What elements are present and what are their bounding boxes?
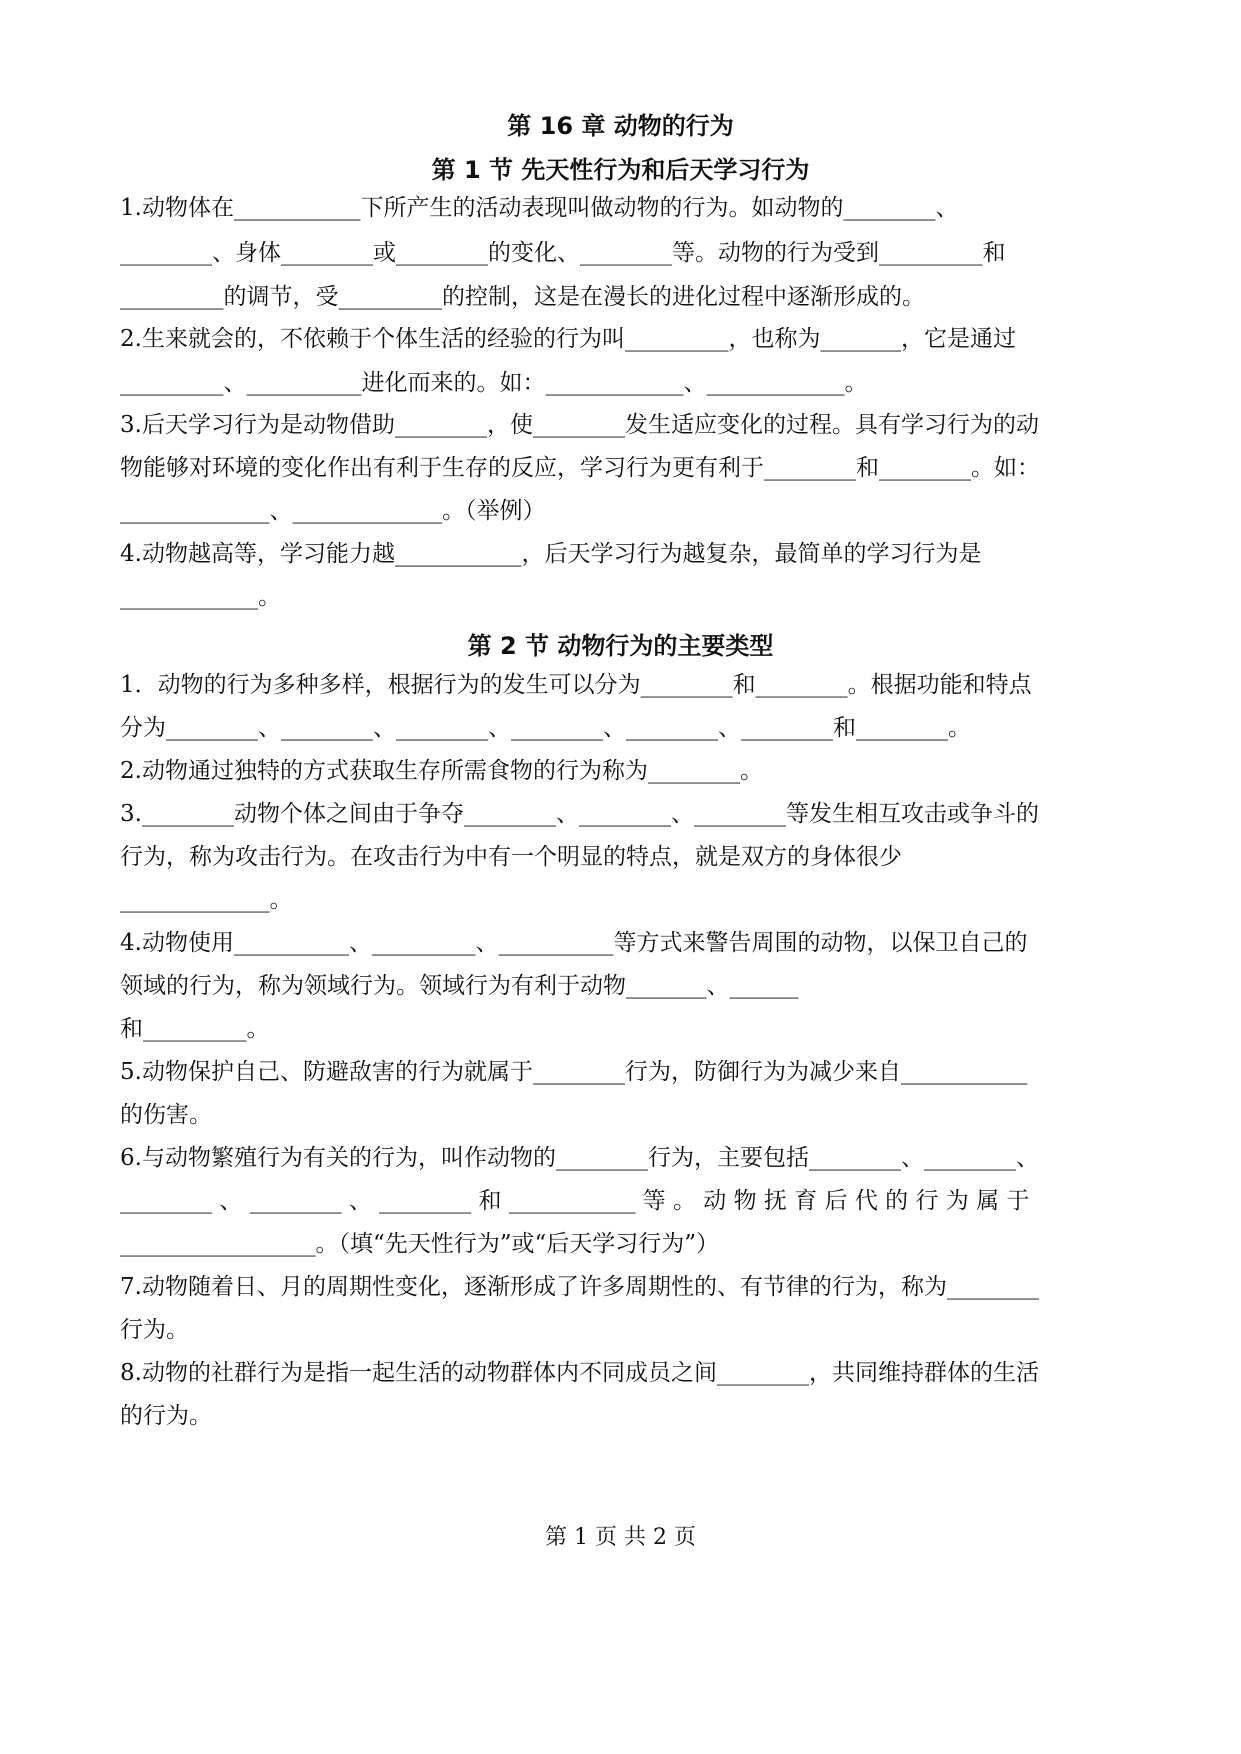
s2-line-14: _________________。（填“先天性行为”或“后天学习行为”） bbox=[120, 1231, 720, 1257]
s1-line-1: 1.动物体在___________下所产生的活动表现叫做动物的行为。如动物的________、 bbox=[120, 195, 959, 221]
s1-line-7: 物能够对环境的变化作出有利于生存的反应，学习行为更有利于________和________。如： bbox=[120, 455, 1040, 481]
s1-line-6: 3.后天学习行为是动物借助________，使________发生适应变化的过程。具有学习行为的动 bbox=[120, 412, 1039, 438]
s1-line-3: _________的调节，受_________的控制，这是在漫长的进化过程中逐渐形成的。 bbox=[120, 284, 925, 310]
s2-line-16: 行为。 bbox=[120, 1317, 189, 1343]
s2-line-5: 行为，称为攻击行为。在攻击行为中有一个明显的特点，就是双方的身体很少 bbox=[120, 844, 902, 870]
s1-line-4: 2.生来就会的，不依赖于个体生活的经验的行为叫_________，也称为_______，它是通过 bbox=[120, 326, 1016, 352]
s1-line-2: ________、身体________或________的变化、________等。动物的行为受到_________和 bbox=[120, 240, 1006, 266]
section-2-title: 第 2 节 动物行为的主要类型 bbox=[467, 632, 774, 660]
s2-line-9: 和_________。 bbox=[120, 1016, 270, 1042]
page-footer: 第 1 页 共 2 页 bbox=[545, 1525, 696, 1550]
s2-line-1: 1．动物的行为多种多样，根据行为的发生可以分为________和________。根据功能和特点 bbox=[120, 672, 1032, 698]
s1-line-10: ____________。 bbox=[120, 584, 281, 610]
s2-line-17: 8.动物的社群行为是指一起生活的动物群体内不同成员之间________，共同维持群体的生活 bbox=[120, 1360, 1039, 1386]
s2-line-13: ________ 、 ________ 、 ________ 和 ___________ 等 。 动 物 抚 育 后 代 的 行 为 属 于 bbox=[120, 1188, 1030, 1214]
s1-line-8: _____________、_____________。（举例） bbox=[120, 498, 546, 524]
s2-line-11: 的伤害。 bbox=[120, 1102, 212, 1128]
s2-line-15: 7.动物随着日、月的周期性变化，逐渐形成了许多周期性的、有节律的行为，称为________ bbox=[120, 1274, 1039, 1300]
s1-line-9: 4.动物越高等，学习能力越___________，后天学习行为越复杂，最简单的学习行为是 bbox=[120, 541, 982, 567]
chapter-title: 第 16 章 动物的行为 bbox=[507, 112, 734, 140]
s2-line-4: 3.________动物个体之间由于争夺________、________、________等发生相互攻击或争斗的 bbox=[120, 801, 1039, 827]
s2-line-3: 2.动物通过独特的方式获取生存所需食物的行为称为________。 bbox=[120, 758, 763, 784]
s2-line-7: 4.动物使用__________、_________、__________等方式来警告周围的动物，以保卫自己的 bbox=[120, 930, 1028, 956]
section-1-title: 第 1 节 先天性行为和后天学习行为 bbox=[431, 156, 810, 184]
s2-line-8: 领域的行为，称为领域行为。领域行为有利于动物_______、______ bbox=[120, 973, 799, 999]
s2-line-6: _____________。 bbox=[120, 887, 293, 913]
s2-line-10: 5.动物保护自己、防避敌害的行为就属于________行为，防御行为为减少来自___________ bbox=[120, 1059, 1028, 1085]
s1-line-5: _________、__________进化而来的。如：____________、____________。 bbox=[120, 370, 868, 396]
s2-line-18: 的行为。 bbox=[120, 1403, 212, 1429]
s2-line-12: 6.与动物繁殖行为有关的行为，叫作动物的________行为，主要包括________、________、 bbox=[120, 1145, 1039, 1171]
s2-line-2: 分为________、________、________、________、________、________和________。 bbox=[120, 715, 971, 741]
